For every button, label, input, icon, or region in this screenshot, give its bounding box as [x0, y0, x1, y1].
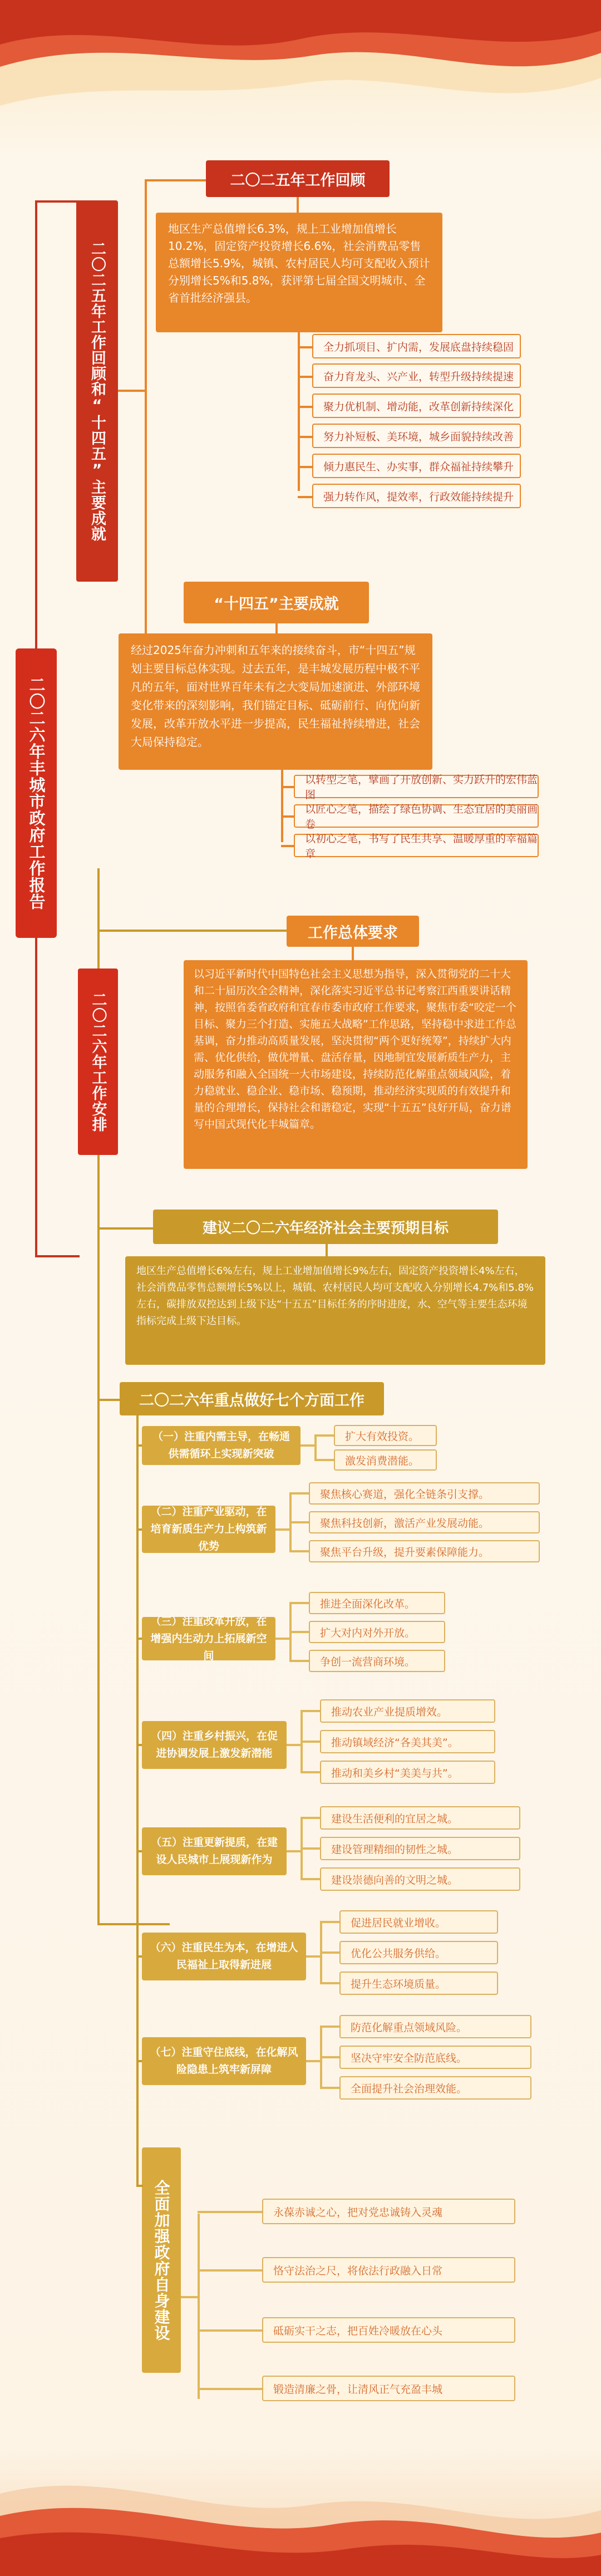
report-title: 二〇二六年丰城市政府工作报告: [16, 648, 57, 938]
gov-item: 恪守法治之尺，将依法行政融入日常: [262, 2257, 515, 2283]
group-item: 激发消费潜能。: [334, 1449, 437, 1471]
group-item: 建设崇德向善的文明之城。: [320, 1867, 520, 1891]
review-connector: [298, 436, 313, 438]
group-label: （六）注重民生为本，在增进人民福祉上取得新进展: [142, 1933, 306, 1980]
item-connector: [289, 1521, 309, 1523]
review-item: 奋力育龙头、兴产业，转型升级持续提速: [312, 363, 521, 388]
item-connector: [289, 1492, 309, 1495]
achievement-connector: [281, 815, 295, 818]
top-wave-decoration: [0, 0, 601, 128]
gov-connector: [198, 2329, 263, 2332]
item-connector: [289, 1550, 309, 1552]
group-label: （七）注重守住底线，在化解风险隐患上筑牢新屏障: [142, 2037, 306, 2085]
group-item: 全面提升社会治理效能。: [339, 2076, 531, 2100]
group-item: 争创一流营商环境。: [309, 1650, 445, 1672]
group-connector: [136, 1955, 142, 1958]
group-item: 扩大对内对外开放。: [309, 1621, 445, 1643]
group-item: 推动镇域经济“各美其美”。: [320, 1730, 495, 1753]
gov-item: 永葆赤诚之心，把对党忠诚铸入灵魂: [262, 2199, 515, 2224]
group-branch: [287, 1850, 302, 1852]
achievement-item: 以初心之笔，书写了民生共享、温暖厚重的幸福篇章: [294, 834, 539, 857]
item-connector: [314, 1459, 334, 1461]
review-title: 二〇二五年工作回顾: [206, 160, 390, 197]
group-branch: [275, 1528, 290, 1531]
achievement-item: 以匠心之笔，描绘了绿色协调、生态宜居的美丽画卷: [294, 804, 539, 828]
item-connector: [320, 1921, 339, 1923]
item-connector: [320, 1951, 339, 1954]
item-connector: [300, 1817, 320, 1819]
bottom-wave-decoration: [0, 2455, 601, 2576]
review-connector: [298, 406, 313, 408]
part2-label: 二〇二六年工作安排: [78, 969, 118, 1155]
review-item: 倾力惠民生、办实事，群众福祉持续攀升: [312, 454, 521, 478]
gov-connector: [198, 2269, 263, 2272]
group-connector: [136, 1444, 142, 1447]
group-item: 聚焦平台升级，提升要素保障能力。: [309, 1540, 540, 1562]
gov-item: 锻造清廉之骨，让清风正气充盈丰城: [262, 2376, 515, 2401]
group-item: 优化公共服务供给。: [339, 1941, 498, 1964]
group-branch: [275, 1638, 290, 1640]
item-connector: [320, 1982, 339, 1984]
item-connector: [300, 1771, 320, 1773]
targets-body: 地区生产总值增长6%左右，规上工业增加值增长9%左右，固定资产投资增长4%左右，社会消费品零售总额增长5%以上，城镇、农村居民人均可支配收入分别增长4.7%和5.8%左右，碳排放双控达到上级下达“十五五”目标任务的序时进度，水、空气等主要生态环境指标完成上级下达目标。: [125, 1256, 545, 1365]
group-connector: [136, 1528, 142, 1531]
review-connector: [298, 466, 313, 468]
group-connector: [136, 1744, 142, 1746]
group-label: （五）注重更新提质，在建设人民城市上展现新作为: [142, 1827, 287, 1875]
group-label: （三）注重改革开放，在增强内生动力上拓展新空间: [142, 1617, 275, 1660]
item-connector: [289, 1631, 309, 1633]
item-connector: [300, 1710, 320, 1712]
group-item: 防范化解重点领域风险。: [339, 2015, 531, 2038]
gov-item: 砥砺实干之志，把百姓冷暖放在心头: [262, 2317, 515, 2343]
group-item: 聚焦科技创新，激活产业发展动能。: [309, 1511, 540, 1533]
review-summary: 地区生产总值增长6.3%，规上工业增加值增长10.2%，固定资产投资增长6.6%，社会消费品零售总额增长5.9%，城镇、农村居民人均可支配收入预计分别增长5%和5.8%，获评第七届全国文明城市、全省首批经济强县。: [156, 213, 442, 332]
group-trunk: [314, 1434, 317, 1461]
achievement-item: 以转型之笔，擘画了开放创新、实力跃升的宏伟蓝图: [294, 775, 539, 798]
group-branch: [287, 1744, 302, 1746]
group-connector: [136, 1638, 142, 1640]
review-item: 聚力优机制、增动能，改革创新持续深化: [312, 394, 521, 418]
group-item: 坚决守牢安全防范底线。: [339, 2046, 531, 2069]
group-item: 扩大有效投资。: [334, 1425, 437, 1446]
review-connector: [298, 496, 313, 498]
achievements-title: “十四五”主要成就: [184, 582, 369, 623]
group-branch: [300, 1444, 316, 1447]
group-connector: [136, 1850, 142, 1852]
group-item: 建设管理精细的韧性之城。: [320, 1837, 520, 1860]
seven-tasks-title: 二〇二六年重点做好七个方面工作: [120, 1382, 384, 1415]
requirements-title: 工作总体要求: [287, 916, 419, 947]
review-item: 强力转作风，提效率，行政效能持续提升: [312, 484, 521, 508]
group-item: 聚焦核心赛道，强化全链条引支撑。: [309, 1482, 540, 1505]
group-label: （二）注重产业驱动，在培育新质生产力上构筑新优势: [142, 1506, 275, 1553]
achievement-connector: [281, 786, 295, 788]
item-connector: [320, 2026, 339, 2028]
targets-title: 建议二〇二六年经济社会主要预期目标: [153, 1210, 498, 1244]
group-connector: [136, 2060, 142, 2062]
item-connector: [320, 2056, 339, 2058]
item-connector: [300, 1878, 320, 1880]
group-item: 推动农业产业提质增效。: [320, 1699, 495, 1723]
group-item: 推进全面深化改革。: [309, 1592, 445, 1614]
group-item: 提升生态环境质量。: [339, 1972, 498, 1995]
group-label: （一）注重内需主导，在畅通供需循环上实现新突破: [142, 1426, 300, 1465]
achievements-summary: 经过2025年奋力冲刺和五年来的接续奋斗，市“十四五”规划主要目标总体实现。过去五年，是丰城发展历程中极不平凡的五年，面对世界百年未有之大变局加速演进、外部环境变化带来的深刻影响，我们锚定目标、砥砺前行、向优向新发展，改革开放水平进一步提高，民生福祉持续增进，社会大局保持稳定。: [119, 633, 432, 770]
review-item: 全力抓项目、扩内需，发展底盘持续稳固: [312, 334, 521, 358]
group-branch: [306, 1955, 321, 1958]
group-item: 建设生活便利的宜居之城。: [320, 1806, 520, 1830]
gov-label: 全面加强政府自身建设: [142, 2147, 181, 2373]
group-label: （四）注重乡村振兴，在促进协调发展上激发新潜能: [142, 1721, 287, 1769]
group-branch: [306, 2060, 321, 2062]
review-item: 努力补短板、美环境，城乡面貌持续改善: [312, 424, 521, 448]
item-connector: [320, 2087, 339, 2089]
review-connector: [298, 346, 313, 348]
group-item: 促进居民就业增收。: [339, 1910, 498, 1934]
achievement-connector: [281, 845, 295, 847]
item-connector: [314, 1434, 334, 1437]
part1-label: 二〇二五年工作回顾和“十四五”主要成就: [76, 200, 118, 582]
review-connector: [298, 376, 313, 378]
item-connector: [289, 1660, 309, 1662]
item-connector: [289, 1602, 309, 1604]
item-connector: [300, 1741, 320, 1743]
requirements-body: 以习近平新时代中国特色社会主义思想为指导，深入贯彻党的二十大和二十届历次全会精神，深化落实习近平总书记考察江西重要讲话精神，按照省委省政府和宜春市委市政府工作要求，聚焦市委“咬定一个目标、聚力三个打造、实施五大战略”工作思路，坚持稳中求进工作总基调，奋力推动高质量发展，坚决贯彻“两个更好统筹”，持续扩大内需、优化供给，做优增量、盘活存量，因地制宜发展新质生产力，主动服务和融入全国统一大市场建设，持续防范化解重点领域风险，着力稳就业、稳企业、稳市场、稳预期，推动经济实现质的有效提升和量的合理增长，保持社会和谐稳定，实现“十五五”良好开局，奋力谱写中国式现代化丰城篇章。: [184, 960, 528, 1169]
item-connector: [300, 1847, 320, 1850]
gov-connector: [198, 2211, 263, 2213]
gov-connector: [198, 2388, 263, 2390]
group-item: 推动和美乡村“美美与共”。: [320, 1761, 495, 1784]
